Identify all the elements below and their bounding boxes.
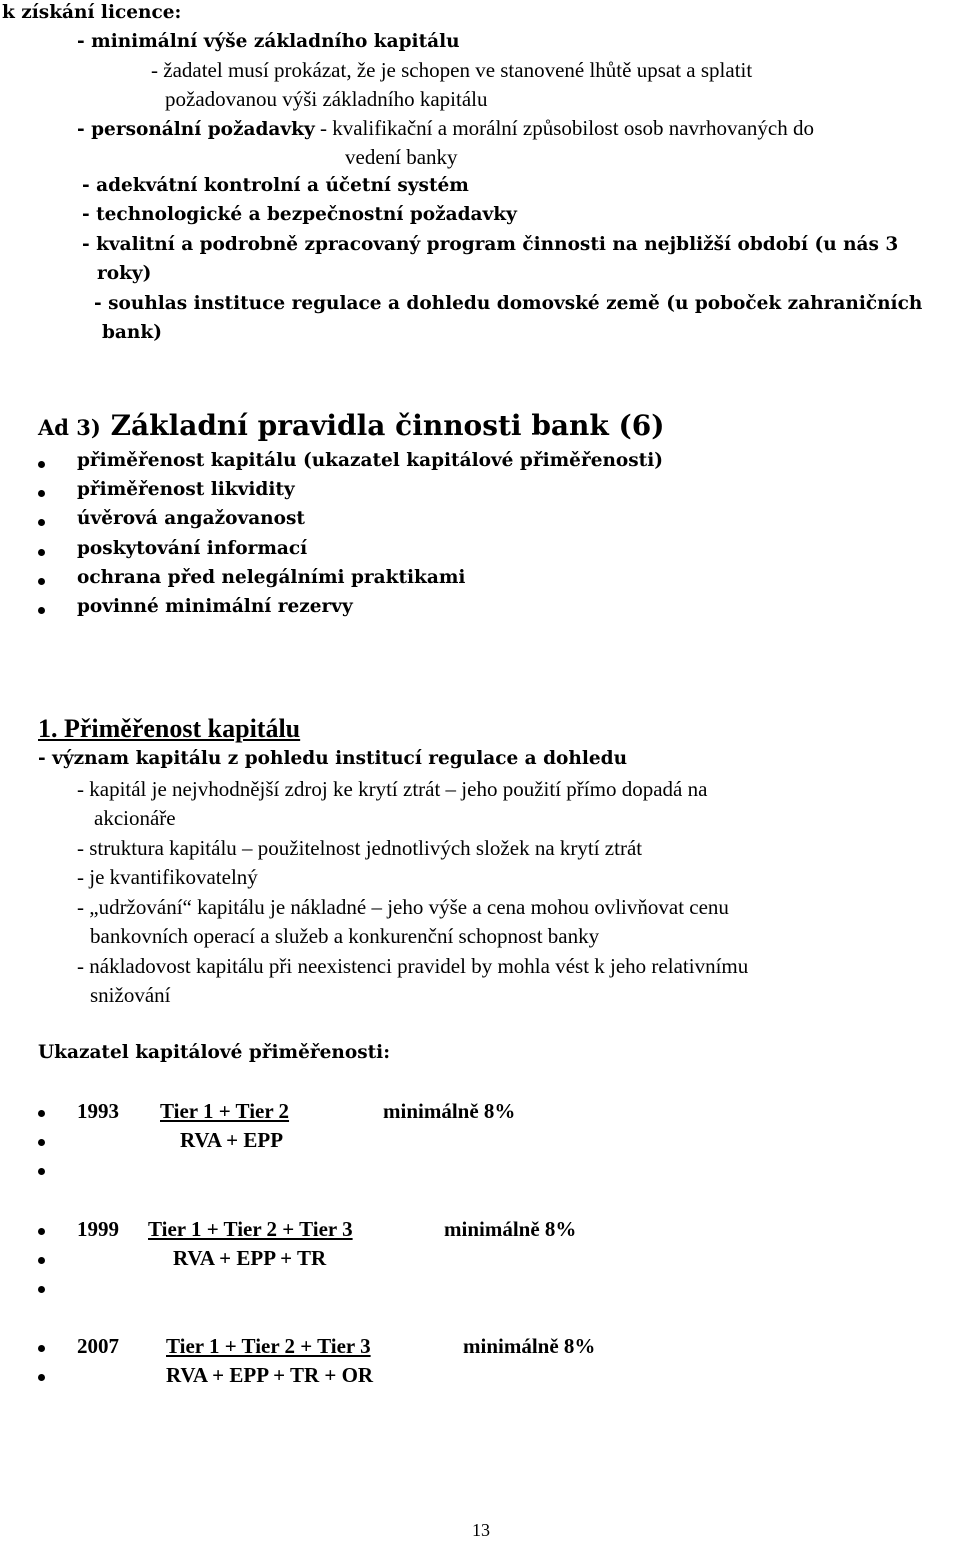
- ratio-numerator: Tier 1 + Tier 2: [160, 1099, 290, 1123]
- ratio-heading: Ukazatel kapitálové přiměřenosti:: [38, 1042, 391, 1063]
- licence-item: požadovanou výši základního kapitálu: [165, 87, 488, 111]
- ratio-denominator: RVA + EPP + TR + OR: [166, 1363, 374, 1387]
- licence-item: roky): [97, 263, 152, 284]
- ratio-minimum: minimálně 8%: [444, 1217, 577, 1241]
- bullet-icon: [38, 1228, 45, 1235]
- rules-bullet: přiměřenost likvidity: [77, 479, 295, 500]
- bullet-icon: [38, 578, 45, 585]
- bullet-icon: [38, 1139, 45, 1146]
- rules-bullet: přiměřenost kapitálu (ukazatel kapitálové přiměřenosti): [77, 450, 664, 471]
- ratio-year: 2007: [77, 1334, 119, 1358]
- bullet-icon: [38, 1110, 45, 1117]
- licence-item: bank): [102, 322, 162, 343]
- rules-bullet: poskytování informací: [77, 538, 308, 559]
- rules-bullet: ochrana před nelegálními praktikami: [77, 567, 466, 588]
- rules-heading: [38, 409, 665, 442]
- bullet-icon: [38, 1168, 45, 1175]
- bullet-icon: [38, 490, 45, 497]
- ratio-year: 1999: [77, 1217, 119, 1241]
- licence-item: vedení banky: [345, 145, 458, 169]
- bullet-icon: [38, 1257, 45, 1264]
- capital-line: snižování: [90, 983, 171, 1007]
- ratio-numerator: Tier 1 + Tier 2 + Tier 3: [166, 1334, 371, 1358]
- licence-item: - žadatel musí prokázat, že je schopen ve stanovené lhůtě upsat a splatit: [151, 58, 753, 82]
- rules-heading-prefix: Ad 3): [38, 415, 101, 440]
- licence-item: - kvalifikační a morální způsobilost osob navrhovaných do: [314, 116, 814, 140]
- licence-item: - minimální výše základního kapitálu: [77, 31, 460, 52]
- bullet-icon: [38, 549, 45, 556]
- licence-item-row: [77, 118, 814, 140]
- bullet-icon: [38, 1345, 45, 1352]
- licence-item: - technologické a bezpečnostní požadavky: [82, 204, 517, 225]
- bullet-icon: [38, 1286, 45, 1293]
- licence-heading: k získání licence:: [2, 2, 182, 23]
- bullet-icon: [38, 607, 45, 614]
- capital-line: - struktura kapitálu – použitelnost jednotlivých složek na krytí ztrát: [77, 836, 643, 860]
- capital-subheading: - význam kapitálu z pohledu institucí regulace a dohledu: [38, 748, 628, 769]
- ratio-year: 1993: [77, 1099, 119, 1123]
- ratio-denominator: RVA + EPP + TR: [173, 1246, 327, 1270]
- rules-bullet: úvěrová angažovanost: [77, 508, 305, 529]
- capital-line: - kapitál je nejvhodnější zdroj ke krytí ztrát – jeho použití přímo dopadá na: [77, 777, 708, 801]
- capital-line: bankovních operací a služeb a konkurenční schopnost banky: [90, 924, 600, 948]
- bullet-icon: [38, 519, 45, 526]
- licence-item: - adekvátní kontrolní a účetní systém: [82, 175, 469, 196]
- licence-item: - personální požadavky: [77, 119, 315, 140]
- ratio-minimum: minimálně 8%: [383, 1099, 516, 1123]
- ratio-numerator: Tier 1 + Tier 2 + Tier 3: [148, 1217, 353, 1241]
- rules-bullet: povinné minimální rezervy: [77, 596, 353, 617]
- page-number: 13: [472, 1520, 490, 1540]
- capital-line: - nákladovost kapitálu při neexistenci pravidel by mohla vést k jeho relativnímu: [77, 954, 749, 978]
- capital-line: akcionáře: [94, 806, 176, 830]
- capital-heading: 1. Přiměřenost kapitálu: [38, 714, 301, 743]
- capital-line: - je kvantifikovatelný: [77, 865, 258, 889]
- bullet-icon: [38, 461, 45, 468]
- licence-item: - souhlas instituce regulace a dohledu domovské země (u poboček zahraničních: [94, 293, 923, 314]
- ratio-minimum: minimálně 8%: [463, 1334, 596, 1358]
- bullet-icon: [38, 1374, 45, 1381]
- rules-heading-text: Základní pravidla činnosti bank (6): [100, 409, 665, 442]
- capital-line: - „udržování“ kapitálu je nákladné – jeho výše a cena mohou ovlivňovat cenu: [77, 895, 729, 919]
- ratio-denominator: RVA + EPP: [180, 1128, 284, 1152]
- licence-item: - kvalitní a podrobně zpracovaný program činnosti na nejbližší období (u nás 3: [82, 234, 899, 255]
